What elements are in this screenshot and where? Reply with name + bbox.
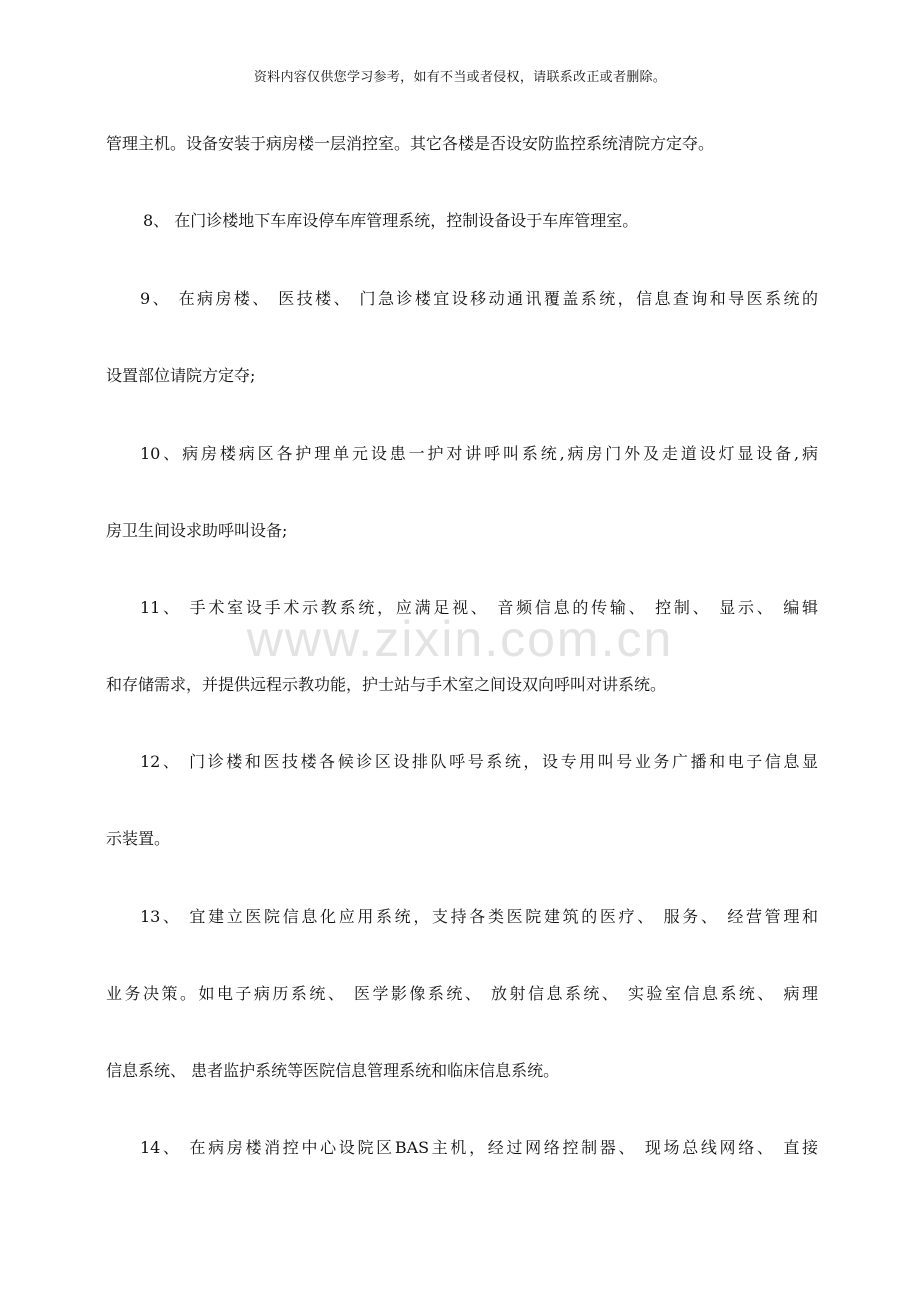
text-line: 房卫生间设求助呼叫设备; <box>106 521 288 540</box>
text-line: 和存储需求，并提供远程示教功能，护士站与手术室之间设双向呼叫对讲系统。 <box>106 675 667 694</box>
text-line: 10、病房楼病区各护理单元设患一护对讲呼叫系统,病房门外及走道设灯显设备,病 <box>140 444 818 463</box>
text-line: 设置部位请院方定夺; <box>106 366 256 385</box>
text-line: 8、 在门诊楼地下车库设停车库管理系统，控制设备设于车库管理室。 <box>143 211 639 230</box>
text-line: 12、 门诊楼和医技楼各候诊区设排队呼号系统，设专用叫号业务广播和电子信息显 <box>140 752 818 771</box>
text-line: 14、 在病房楼消控中心设院区BAS主机，经过网络控制器、 现场总线网络、 直接 <box>140 1138 818 1157</box>
text-line: 11、 手术室设手术示教系统，应满足视、 音频信息的传输、 控制、 显示、 编辑 <box>140 598 818 617</box>
watermark: www.zixin.com.cn <box>246 611 674 667</box>
text-line: 业务决策。如电子病历系统、 医学影像系统、 放射信息系统、 实验室信息系统、 病理 <box>106 984 818 1003</box>
text-line: 示装置。 <box>106 829 171 848</box>
header-disclaimer: 资料内容仅供您学习参考，如有不当或者侵权，请联系改正或者删除。 <box>253 70 667 85</box>
text-line: 9、 在病房楼、 医技楼、 门急诊楼宜设移动通讯覆盖系统，信息查询和导医系统的 <box>140 289 818 308</box>
text-line: 信息系统、 患者监护系统等医院信息管理系统和临床信息系统。 <box>106 1061 560 1080</box>
text-line: 13、 宜建立医院信息化应用系统，支持各类医院建筑的医疗、 服务、 经营管理和 <box>140 907 818 926</box>
text-line: 管理主机。设备安装于病房楼一层消控室。其它各楼是否设安防监控系统清院方定夺。 <box>106 134 715 153</box>
